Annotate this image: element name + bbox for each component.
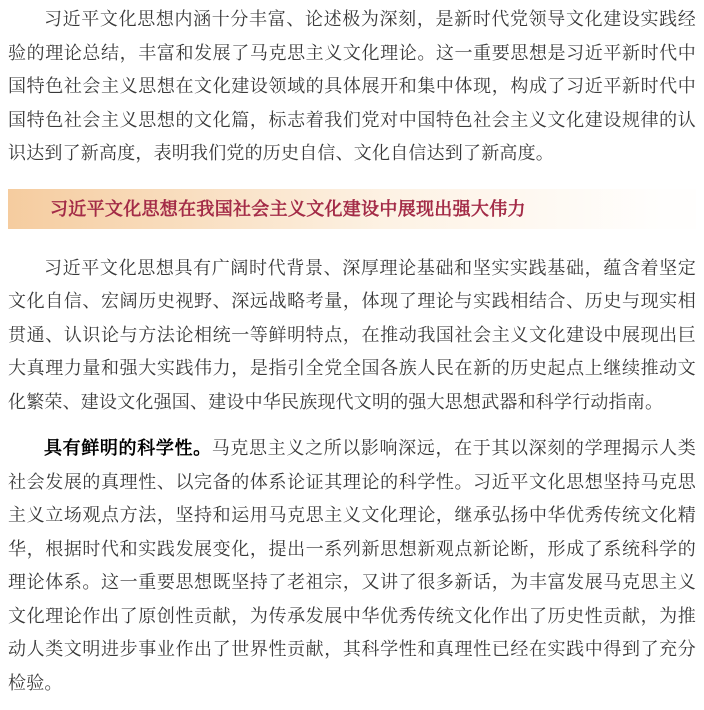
paragraph-lead-bold: 具有鲜明的科学性。 bbox=[44, 438, 212, 458]
section-header-title: 习近平文化思想在我国社会主义文化建设中展现出强大伟力 bbox=[50, 198, 526, 219]
paragraph-body-1: 习近平文化思想具有广阔时代背景、深厚理论基础和坚实实践基础，蕴含着坚定文化自信、宏阔历史视野、深远战略考量，体现了理论与实践相结合、历史与现实相贯通、认识论与方法论相统一等鲜明特点，在推动我国社会主义文化建设中展现出巨大真理力量和强大实践伟力，是指引全党全国各族人民在新的历史起点上继续推动文化繁荣、建设文化强国、建设中华民族现代文明的强大思想武器和科学行动指南。 bbox=[8, 257, 696, 412]
paragraph-body-2-text: 马克思主义之所以影响深远，在于其以深刻的学理揭示人类社会发展的真理性、以完备的体系论证其理论的科学性。习近平文化思想坚持马克思主义立场观点方法，坚持和运用马克思主义文化理论，继承弘扬中华优秀传统文化精华，根据时代和实践发展变化，提出一系列新思想新观点新论断，形成了系统科学的理论体系。这一重要思想既坚持了老祖宗，又讲了很多新话，为丰富发展马克思主义文化理论作出了原创性贡献，为传承发展中华优秀传统文化作出了历史性贡献，为推动人类文明进步事业作出了世界性贡献，其科学性和真理性已经在实践中得到了充分检验。 bbox=[8, 438, 696, 693]
paragraph-intro: 习近平文化思想内涵十分丰富、论述极为深刻，是新时代党领导文化建设实践经验的理论总结，丰富和发展了马克思主义文化理论。这一重要思想是习近平新时代中国特色社会主义思想在文化建设领域的具体展开和集中体现，构成了习近平新时代中国特色社会主义思想的文化篇，标志着我们党对中国特色社会主义文化建设规律的认识达到了新高度，表明我们党的历史自信、文化自信达到了新高度。 bbox=[8, 9, 696, 163]
paragraph-body-2 bbox=[8, 432, 696, 700]
section-header-band bbox=[8, 189, 696, 229]
